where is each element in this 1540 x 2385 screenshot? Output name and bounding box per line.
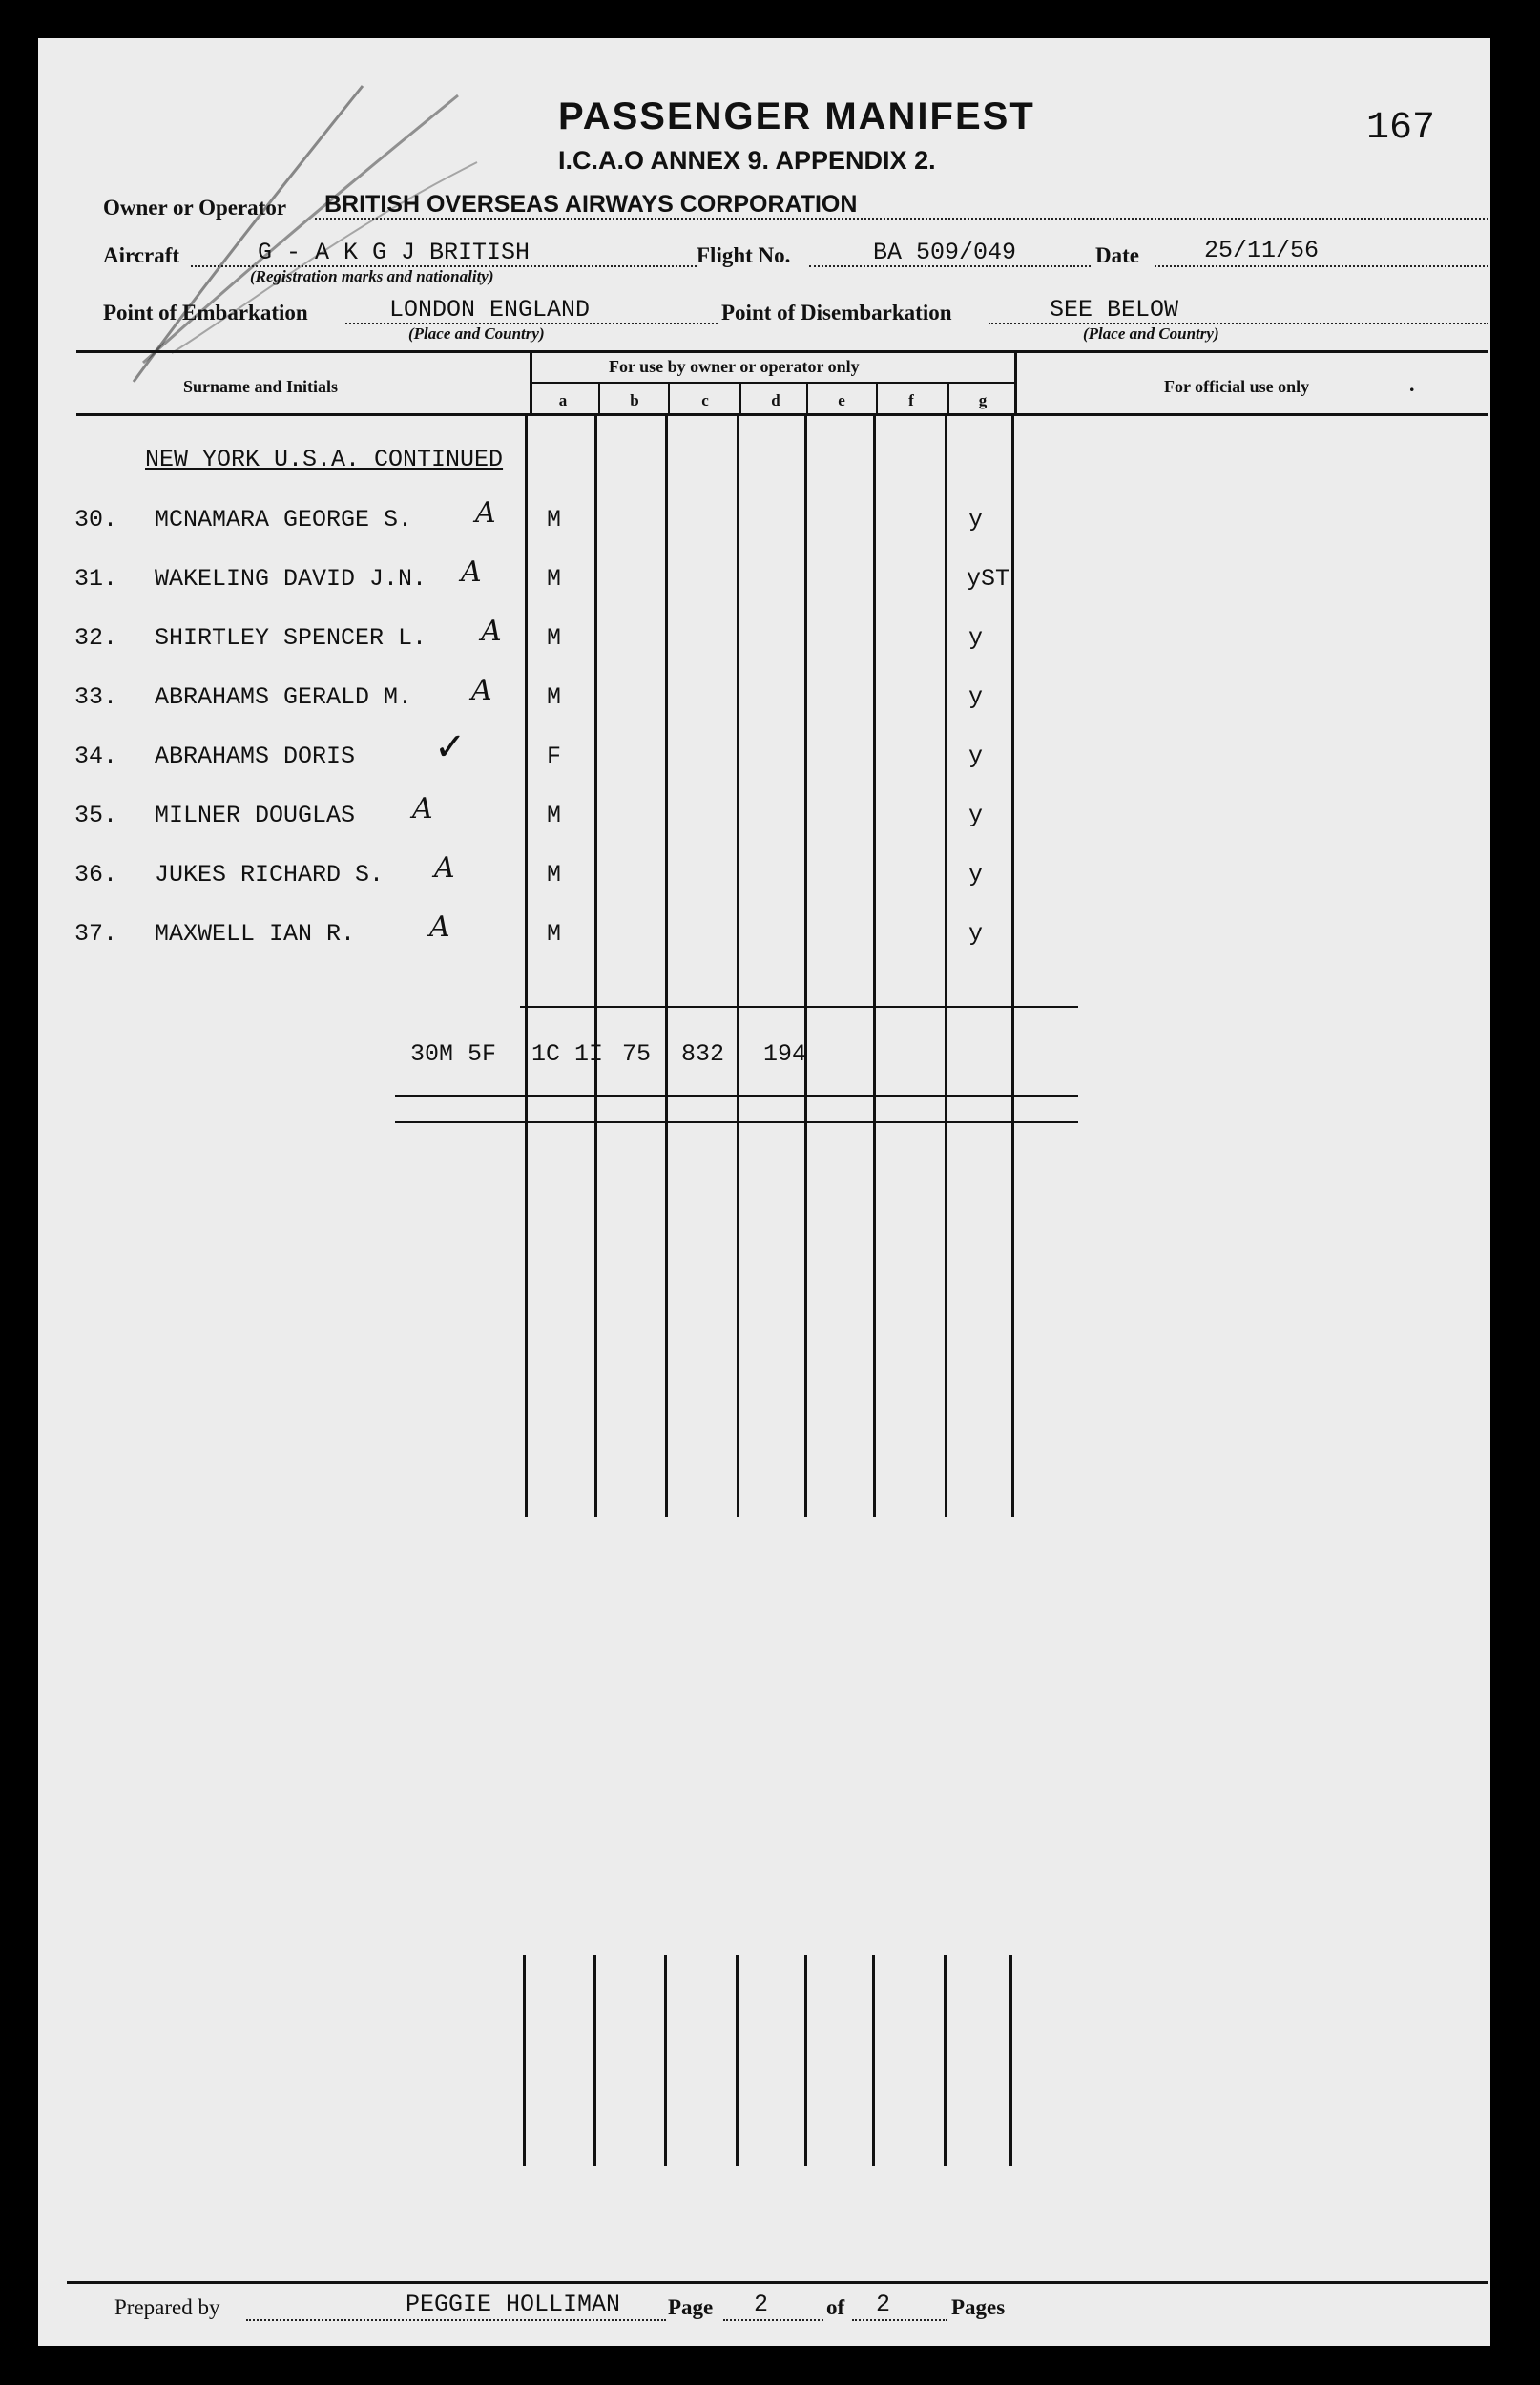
column-rule-g: [945, 413, 947, 1517]
official-use-dot: .: [1409, 372, 1415, 396]
column-g-value: y: [968, 683, 984, 711]
column-g-value: y: [968, 802, 984, 829]
passenger-name: SHIRTLEY SPENCER L.: [155, 624, 427, 652]
row-number: 37.: [74, 920, 118, 948]
totals-top-rule: [520, 1006, 1078, 1008]
header-separator-bc: [668, 384, 670, 413]
column-g-value: yST: [967, 565, 1010, 593]
column-g-value: y: [968, 920, 984, 948]
prepared-by-value: PEGGIE HOLLIMAN: [406, 2291, 621, 2318]
column-g-value: y: [968, 624, 984, 652]
of-dotted-line: [852, 2319, 947, 2321]
passenger-name: MCNAMARA GEORGE S.: [155, 506, 413, 533]
row-number: 30.: [74, 506, 118, 533]
prepared-by-dotted-line: [246, 2319, 666, 2321]
column-header-g: g: [978, 391, 988, 409]
sex-value: M: [547, 624, 562, 652]
table-header-bottom-rule: [76, 413, 1488, 416]
totals-bottom-rule-2: [395, 1121, 1078, 1123]
sex-value: M: [547, 861, 562, 889]
passenger-name: MAXWELL IAN R.: [155, 920, 356, 948]
lower-rule-g: [944, 1955, 947, 2166]
column-rule-official: [1011, 413, 1014, 1517]
disembarkation-value: SEE BELOW: [1050, 296, 1179, 324]
of-label: of: [826, 2295, 845, 2319]
totals-bottom-rule-1: [395, 1095, 1078, 1097]
official-use-header: For official use only: [1164, 377, 1310, 396]
handwritten-mark: A: [475, 496, 496, 530]
lower-rule-e: [804, 1955, 807, 2166]
passenger-name: ABRAHAMS DORIS: [155, 743, 356, 770]
column-rule-b: [594, 413, 597, 1517]
column-rule-e: [804, 413, 807, 1517]
totals-column-c: 832: [681, 1040, 725, 1068]
operator-header-rule: [530, 382, 1014, 384]
header-separator-ef: [876, 384, 878, 413]
passenger-name: WAKELING DAVID J.N.: [155, 565, 427, 593]
column-rule-a: [525, 413, 528, 1517]
passenger-name: ABRAHAMS GERALD M.: [155, 683, 413, 711]
sex-value: M: [547, 683, 562, 711]
column-rule-d: [737, 413, 739, 1517]
column-header-d: d: [771, 391, 780, 409]
pages-label: Pages: [951, 2295, 1006, 2319]
footer-top-rule: [67, 2281, 1488, 2284]
header-separator-ab: [598, 384, 600, 413]
lower-rule-c: [664, 1955, 667, 2166]
totals-column-a: 1C 1I: [531, 1040, 604, 1068]
lower-rule-b: [593, 1955, 596, 2166]
aircraft-caption: (Registration marks and nationality): [250, 267, 494, 285]
flight-number-label: Flight No.: [697, 243, 791, 267]
row-number: 35.: [74, 802, 118, 829]
lower-rule-f: [872, 1955, 875, 2166]
date-label: Date: [1095, 243, 1139, 267]
row-number: 31.: [74, 565, 118, 593]
table-top-rule: [76, 350, 1488, 353]
column-header-c: c: [701, 391, 709, 409]
surname-header: Surname and Initials: [183, 377, 339, 396]
header-separator-de: [806, 384, 808, 413]
handwritten-mark: A: [429, 910, 450, 944]
passenger-name: MILNER DOUGLAS: [155, 802, 356, 829]
page-number-value: 2: [754, 2291, 769, 2318]
aircraft-label: Aircraft: [103, 243, 180, 267]
column-header-b: b: [630, 391, 639, 409]
handwritten-mark: A: [412, 792, 433, 826]
column-rule-c: [665, 413, 668, 1517]
page-dotted-line: [723, 2319, 823, 2321]
sex-value: F: [547, 743, 562, 770]
aircraft-value: G - A K G J BRITISH: [258, 239, 531, 266]
totals-sex-count: 30M 5F: [410, 1040, 497, 1068]
page-label: Page: [668, 2295, 714, 2319]
total-pages-value: 2: [876, 2291, 891, 2318]
header-separator-cd: [739, 384, 741, 413]
lower-rule-official: [1009, 1955, 1012, 2166]
passenger-name: JUKES RICHARD S.: [155, 861, 385, 889]
handwritten-mark: A: [481, 615, 502, 648]
column-header-e: e: [838, 391, 845, 409]
handwritten-mark: A: [461, 555, 482, 589]
date-value: 25/11/56: [1204, 237, 1320, 264]
row-number: 34.: [74, 743, 118, 770]
column-g-value: y: [968, 743, 984, 770]
sex-value: M: [547, 920, 562, 948]
handwritten-check-mark: ✓: [434, 725, 467, 769]
embarkation-label: Point of Embarkation: [103, 301, 308, 324]
manifest-subtitle: I.C.A.O ANNEX 9. APPENDIX 2.: [558, 146, 936, 175]
handwritten-mark: A: [434, 851, 455, 885]
header-separator-name: [530, 353, 532, 413]
row-number: 33.: [74, 683, 118, 711]
operator-use-header: For use by owner or operator only: [609, 357, 860, 376]
prepared-by-label: Prepared by: [114, 2295, 220, 2319]
date-dotted-line: [1155, 265, 1488, 267]
sex-value: M: [547, 802, 562, 829]
embarkation-value: LONDON ENGLAND: [389, 296, 591, 324]
totals-column-b: 75: [622, 1040, 652, 1068]
owner-value: BRITISH OVERSEAS AIRWAYS CORPORATION: [324, 191, 858, 218]
column-g-value: y: [968, 506, 984, 533]
row-number: 32.: [74, 624, 118, 652]
totals-column-d: 194: [763, 1040, 807, 1068]
embarkation-caption: (Place and Country): [408, 324, 545, 343]
lower-rule-d: [736, 1955, 739, 2166]
handwritten-mark: A: [471, 674, 492, 707]
column-g-value: y: [968, 861, 984, 889]
column-header-a: a: [558, 391, 568, 409]
lower-rule-a: [523, 1955, 526, 2166]
row-number: 36.: [74, 861, 118, 889]
column-header-f: f: [908, 391, 914, 409]
flight-number-value: BA 509/049: [873, 239, 1017, 266]
column-rule-f: [873, 413, 876, 1517]
manifest-title: PASSENGER MANIFEST: [558, 95, 1035, 137]
header-separator-fg: [947, 384, 949, 413]
sex-value: M: [547, 565, 562, 593]
page-stamp-number: 167: [1366, 107, 1436, 150]
disembarkation-caption: (Place and Country): [1083, 324, 1219, 343]
owner-label: Owner or Operator: [103, 196, 287, 220]
sex-value: M: [547, 506, 562, 533]
header-separator-official: [1014, 353, 1017, 413]
section-heading: NEW YORK U.S.A. CONTINUED: [145, 446, 504, 473]
disembarkation-label: Point of Disembarkation: [721, 301, 952, 324]
